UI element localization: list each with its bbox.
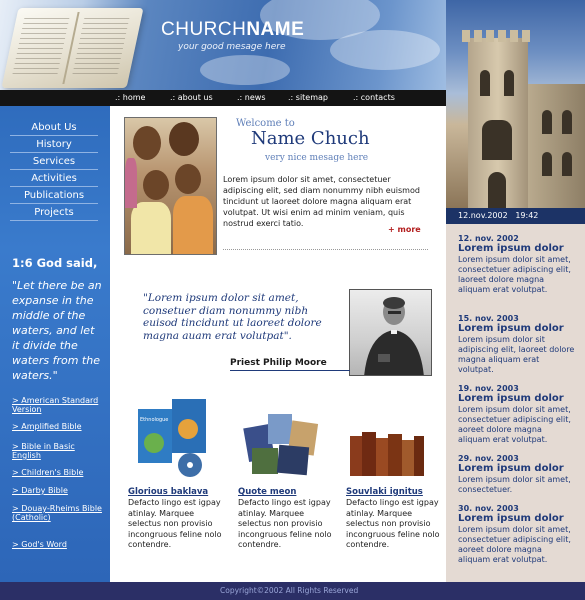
nav-home[interactable]: .: home xyxy=(115,93,146,102)
news-title[interactable]: Lorem ipsum dolor xyxy=(458,243,564,254)
bible-text-lines xyxy=(72,18,129,76)
news-body: Lorem ipsum dolor sit amet, consectetuer adipiscing elit, aoreet dolore magna aliquam erat volutpat. xyxy=(458,405,571,444)
product-image-books-cd[interactable] xyxy=(136,395,212,479)
date-text: 12.nov.2002 xyxy=(458,211,508,220)
menu-label: History xyxy=(36,139,72,150)
scripture-quote: "Let there be an expanse in the middle of the waters, and let it divide the waters from the waters." xyxy=(12,279,102,382)
link-american-standard-version[interactable]: > American Standard Version xyxy=(12,396,99,414)
news-date: 19. nov. 2003 xyxy=(458,384,519,393)
priest-name: Priest Philip Moore xyxy=(230,358,327,368)
priest-name-underline xyxy=(230,370,350,371)
antique-books-illustration xyxy=(348,428,426,476)
product-title-3[interactable]: Souvlaki ignitus xyxy=(346,487,423,497)
page-title: Name Chuch xyxy=(251,128,370,149)
menu-about-us[interactable] xyxy=(10,120,98,136)
menu-projects[interactable] xyxy=(10,205,98,221)
church-window xyxy=(482,120,512,160)
cloud-decoration xyxy=(330,30,440,70)
child-face xyxy=(143,170,169,200)
open-bible-image xyxy=(1,8,143,88)
product-desc-3: Defacto lingo est igpay atinlay. Marquee selectus non provisio incongruous feline nolo contendre. xyxy=(346,498,440,549)
logo-light-text: CHURCH xyxy=(161,19,247,40)
product-desc-2: Defacto lingo est igpay atinlay. Marquee selectus non provisio incongruous feline nolo contendre. xyxy=(238,498,332,549)
page-subtitle: very nice mesage here xyxy=(265,153,369,163)
church-window xyxy=(562,152,572,176)
person-face xyxy=(133,126,161,160)
time-text: 19:42 xyxy=(515,211,539,220)
menu-label: Projects xyxy=(34,207,74,218)
dotted-divider xyxy=(223,249,428,250)
priest-illustration xyxy=(350,290,432,376)
copyright-text: Copyright©2002 All Rights Reserved xyxy=(220,586,359,595)
child-shirt xyxy=(131,202,171,255)
current-date xyxy=(458,211,538,220)
nav-contacts[interactable]: .: contacts xyxy=(353,93,395,102)
church-window xyxy=(562,110,572,134)
news-body: Lorem ipsum dolor sit amet, consectetuer. xyxy=(458,475,571,494)
news-date: 12. nov. 2002 xyxy=(458,234,519,243)
child-face xyxy=(175,164,201,194)
church-window xyxy=(542,152,552,176)
menu-activities[interactable] xyxy=(10,171,98,187)
news-title[interactable]: Lorem ipsum dolor xyxy=(458,463,564,474)
child-shirt xyxy=(173,196,213,255)
product-image-antique-books[interactable] xyxy=(348,428,426,476)
menu-label: Publications xyxy=(23,190,85,201)
link-douay-rheims-bible[interactable]: > Douay-Rheims Bible (Catholic) xyxy=(12,504,102,522)
news-date: 29. nov. 2003 xyxy=(458,454,519,463)
news-body: Lorem ipsum dolor sit amet, consectetuer adipiscing elit, laoreet dolore magna aliquam erat volutpat. xyxy=(458,255,571,294)
scripture-reference: 1:6 God said, xyxy=(12,256,98,270)
link-darby-bible[interactable]: > Darby Bible xyxy=(12,486,68,495)
nav-news[interactable]: .: news xyxy=(237,93,266,102)
link-gods-word[interactable]: > God's Word xyxy=(12,540,67,549)
menu-label: About Us xyxy=(31,122,77,133)
intro-paragraph: Lorem ipsum dolor sit amet, consectetuer adipiscing elit, sed diam nonummy nibh euismod tincidunt ut laoreet dolore magna aliquam erat volutpat. Ut wisi enim ad minim veniam, quis nostrud exerci tatio. xyxy=(223,175,420,228)
nav-bar-left xyxy=(0,90,110,106)
menu-services[interactable] xyxy=(10,154,98,170)
welcome-label: Welcome to xyxy=(236,118,295,129)
more-link[interactable]: + more xyxy=(388,225,421,234)
page-footer xyxy=(0,582,585,600)
link-amplified-bible[interactable]: > Amplified Bible xyxy=(12,422,82,431)
books-cd-illustration xyxy=(136,395,212,479)
news-title[interactable]: Lorem ipsum dolor xyxy=(458,513,564,524)
left-sidebar xyxy=(0,106,110,582)
priest-photo xyxy=(349,289,432,376)
site-logo[interactable] xyxy=(161,19,304,41)
church-wing xyxy=(528,84,585,208)
news-body: Lorem ipsum dolor sit adipiscing elit, laoreet dolore magna aliquam erat volutpat. xyxy=(458,335,575,374)
nav-about-us[interactable]: .: about us xyxy=(170,93,213,102)
church-window xyxy=(542,110,552,134)
menu-history[interactable] xyxy=(10,137,98,153)
site-tagline: your good mesage here xyxy=(178,42,286,52)
header-banner xyxy=(0,0,446,90)
mother-shirt xyxy=(125,158,137,208)
product-title-2[interactable]: Quote meon xyxy=(238,487,297,497)
news-title[interactable]: Lorem ipsum dolor xyxy=(458,393,564,404)
news-title[interactable]: Lorem ipsum dolor xyxy=(458,323,564,334)
product-desc-1: Defacto lingo est igpay atinlay. Marquee selectus non provisio incongruous feline nolo contendre. xyxy=(128,498,222,549)
logo-bold-text: NAME xyxy=(246,19,305,40)
featured-quote: "Lorem ipsum dolor sit amet, consetuer diam nonummy nibh euisod tincidunt ut laoreet dolore magna auam erat volutpat". xyxy=(143,292,322,342)
date-time-bar xyxy=(446,208,585,224)
news-date: 15. nov. 2003 xyxy=(458,314,519,323)
product-title-1[interactable]: Glorious baklava xyxy=(128,487,209,497)
family-photo xyxy=(124,117,217,255)
product-image-magazines[interactable] xyxy=(242,408,320,478)
news-date: 30. nov. 2003 xyxy=(458,504,519,513)
news-sidebar xyxy=(446,224,585,582)
product-book-label: Ethnologue xyxy=(140,417,169,423)
church-window xyxy=(480,70,490,96)
bible-text-lines xyxy=(12,18,69,76)
church-door xyxy=(488,172,506,208)
magazines-illustration xyxy=(242,408,320,478)
nav-sitemap[interactable]: .: sitemap xyxy=(288,93,329,102)
link-childrens-bible[interactable]: > Children's Bible xyxy=(12,468,84,477)
church-window xyxy=(504,70,514,96)
menu-label: Activities xyxy=(31,173,77,184)
person-face xyxy=(169,122,199,156)
cloud-decoration xyxy=(200,55,290,85)
link-bible-basic-english[interactable]: > Bible in Basic English xyxy=(12,442,75,460)
church-building-photo xyxy=(446,0,585,208)
menu-publications[interactable] xyxy=(10,188,98,204)
news-body: Lorem ipsum dolor sit amet, consectetuer adipiscing elit, aoreet dolore magna aliquam erat volutpat. xyxy=(458,525,571,564)
top-navigation xyxy=(110,90,446,106)
menu-label: Services xyxy=(32,156,76,167)
